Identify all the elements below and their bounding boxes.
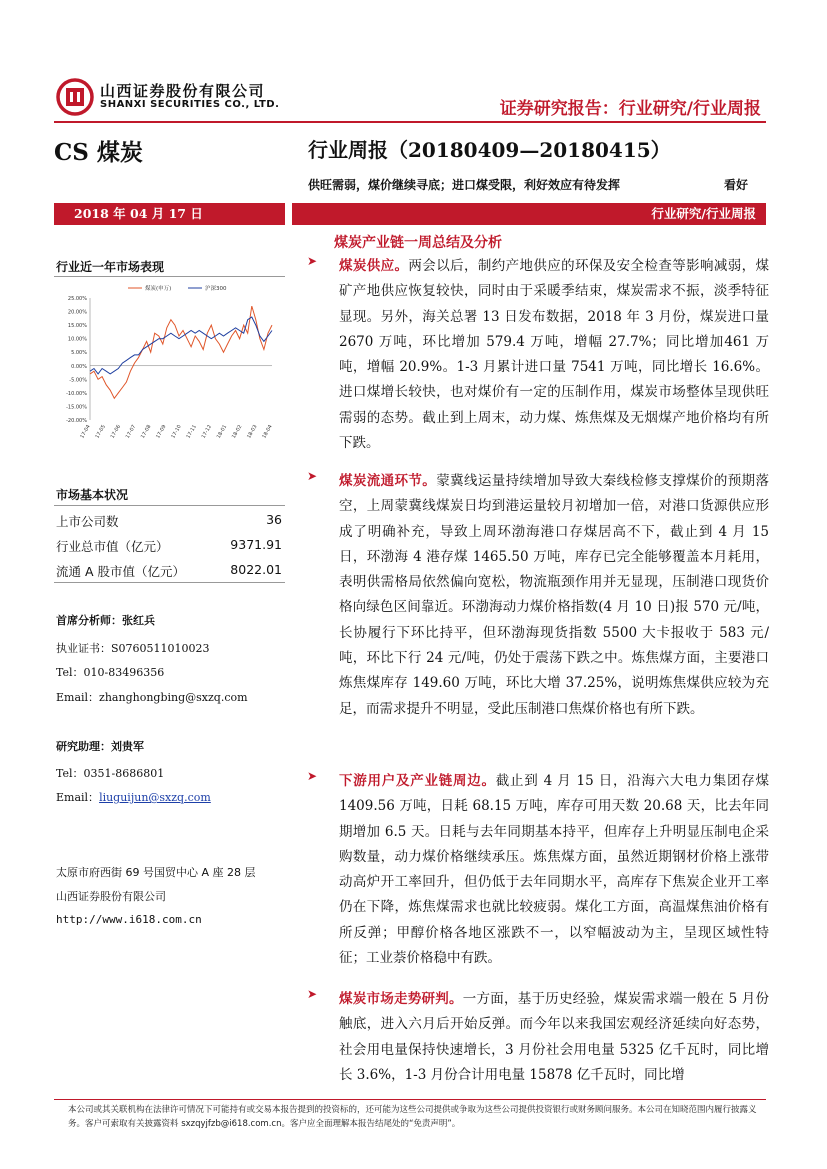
y-tick-label: 0.00% [71,363,87,370]
y-tick-label: -10.00% [66,390,87,397]
arrow-bullet-icon: ➤ [307,769,318,783]
paragraph-text: 蒙冀线运量持续增加导致大秦线检修支撑煤价的预期落空，上周蒙冀线煤炭日均到港运量较月初增加一倍，对港口货源供应形成了明确补充，导致上周环渤海港口存煤居高不下，截止到 4 月 15 日，环渤海 4 港存煤 1465.50 万吨，库存已完全能够覆盖本月耗用，表明供需格局依然偏向宽松，物流瓶颈作用并无显现，压制港口现货价格向绿色区间靠近。环渤海动力煤价格指数(4 月 10 日)报 570 元/吨，长协履行下环比持平，但环渤海现货指数 5500 大卡报收于 583 元/吨，环比下行 24 元/吨，仍处于震荡下跌之中。炼焦煤方面，主要港口炼焦煤库存 149.60 万吨，环比大增 37.25%，说明炼焦煤供应较为充足，而需求提升不明显，受此压制港口焦煤价格也有所下跌。 [339,473,770,717]
y-tick-label: -5.00% [69,377,87,384]
x-tick-label: 17-07 [124,424,138,440]
y-tick-label: -15.00% [66,404,87,411]
x-tick-label: 18-04 [261,424,274,440]
market-value: 8022.01 [230,562,282,577]
market-title: 市场基本状况 [56,488,129,502]
x-tick-label: 17-06 [109,424,123,440]
chart-title: 行业近一年市场表现 [56,260,165,274]
report-headline: 供旺需弱，煤价继续寻底；进口煤受限，利好效应有待发挥 [308,178,621,192]
y-tick-label: 20.00% [67,309,87,316]
arrow-bullet-icon: ➤ [307,469,318,483]
company-name-en: SHANXI SECURITIES CO., LTD. [100,99,280,110]
market-value: 36 [266,512,282,527]
y-tick-label: -20.00% [66,418,87,424]
x-tick-label: 17-12 [200,424,214,440]
paragraph-text: 两会以后，制约产地供应的环保及安全检查等影响减弱，煤矿产地供应恢复较快，同时由于采暖季结束，煤炭需求不振，淡季特征显现。另外，海关总署 13 日发布数据，2018 年 3 月份，煤炭进口量 2670 万吨，环比增加 579.4 万吨，增幅 27.7%；同比增加461 万吨，增幅 20.9%。1-3 月累计进口量 7541 万吨，同比增长 16.6%。进口煤增长较快，也对煤价有一定的压制作用，煤炭市场整体呈现供旺需弱的态势。截止到上周末，动力煤、炼焦煤及无烟煤产地价格均有所下跌。 [339,258,770,452]
paragraph-keyword: 煤炭市场走势研判。 [339,991,463,1007]
company-logo [56,78,94,116]
category-bar: 行业研究/行业周报 [292,203,766,225]
legend-label: 沪深300 [205,286,227,292]
y-tick-label: 5.00% [71,350,87,357]
y-tick-label: 10.00% [67,336,87,343]
address: 太原市府西街 69 号国贸中心 A 座 28 层 [56,866,256,879]
market-label: 行业总市值（亿元） [56,539,169,554]
x-tick-label: 17-04 [79,424,92,440]
footer-divider [54,1099,766,1100]
arrow-bullet-icon: ➤ [307,254,318,268]
paragraph-text: 一方面，基于历史经验，煤炭需求端一般在 5 月份触底，进入六月后开始反弹。而今年以来我国宏观经济延续向好态势，社会用电量保持快速增长，3 月份社会用电量 5325 亿千瓦时，同比增长 3.6%，1-3 月份合计用电量 15878 亿千瓦时，同比增 [339,991,769,1083]
assistant-email-link[interactable]: liuguijun@sxzq.com [99,791,211,804]
assistant-tel: Tel：0351-8686801 [56,767,165,780]
report-title: 行业周报（20180409—20180415） [308,138,671,162]
company-name-cn: 山西证券股份有限公司 [100,82,266,100]
rating: 看好 [724,178,749,192]
paragraph-text: 截止到 4 月 15 日，沿海六大电力集团存煤 1409.56 万吨，日耗 68.15 万吨，库存可用天数 20.68 天，比去年同期增加 6.5 天。日耗与去年同期基本持平，但库存上升明显压制电企采购数量，动力煤价格继续承压。炼焦煤方面，虽然近期钢材价格上涨带动高炉开工率回升，但仍低于去年同期水平，高库存下焦炭企业开工率仍在下降，炼焦煤需求也就比较疲弱。煤化工方面，高温煤焦油价格有所反弹；甲醇价格各地区涨跌不一，以窄幅波动为主，呈现区域性特征；工业萘价格稳中有跌。 [339,773,770,967]
paragraph-keyword: 煤炭流通环节。 [339,473,437,489]
x-tick-label: 17-08 [139,424,153,440]
market-performance-chart [58,280,284,455]
y-tick-label: 15.00% [67,323,87,330]
paragraph-outlook [307,987,769,1095]
x-tick-label: 17-10 [170,424,183,440]
paragraph-circulation [307,469,769,722]
legend-label: 煤炭(申万) [145,286,172,292]
company-footer-name: 山西证券股份有限公司 [56,890,166,903]
x-tick-label: 17-09 [155,424,168,440]
y-tick-label: 25.00% [67,296,87,302]
website[interactable]: http://www.i618.com.cn [56,913,202,926]
analyst-email: Email：zhanghongbing@sxzq.com [56,691,248,704]
market-label: 流通 A 股市值（亿元） [56,564,185,579]
report-type: 证券研究报告：行业研究/行业周报 [499,99,761,119]
disclaimer: 本公司或其关联机构在法律许可情况下可能持有或交易本报告提到的投资标的，还可能为这些公司提供或争取为这些公司提供投资银行或财务顾问服务。本公司在知晓范围内履行披露义务。客户可索取有关披露资料 sxzqyjfzb@i618.com.cn。客户应全面理解本报告结尾处的“免责声明”。 [68,1105,757,1129]
analyst-tel: Tel：010-83496356 [56,666,165,679]
x-tick-label: 18-02 [230,424,244,440]
header-divider [54,121,766,123]
date-bar: 2018 年 04 月 17 日 [54,203,285,225]
market-bottom-divider [54,582,285,583]
assistant-title: 研究助理：刘贵军 [56,740,144,753]
x-tick-label: 17-11 [185,424,198,440]
assistant-email-label: Email： [56,791,100,804]
paragraph-downstream [307,769,769,971]
chart-divider [54,276,285,277]
sector-name: CS 煤炭 [54,139,143,166]
arrow-bullet-icon: ➤ [307,987,318,1001]
series-line [90,317,272,374]
paragraph-keyword: 下游用户及产业链周边。 [339,773,496,789]
market-row [56,512,282,530]
market-row [56,562,282,580]
market-row [56,537,282,555]
x-tick-label: 18-03 [246,424,259,440]
analyst-cert: 执业证书：S0760511010023 [56,642,210,655]
market-divider [54,505,285,506]
analyst-title: 首席分析师：张红兵 [56,614,155,627]
market-value: 9371.91 [230,537,282,552]
x-tick-label: 18-01 [215,424,229,440]
assistant-email-line [56,789,211,805]
market-label: 上市公司数 [56,514,119,529]
paragraph-supply [307,254,769,456]
x-tick-label: 17-05 [94,424,107,440]
paragraph-keyword: 煤炭供应。 [339,258,409,274]
section-title: 煤炭产业链一周总结及分析 [334,235,502,251]
series-line [90,306,272,398]
